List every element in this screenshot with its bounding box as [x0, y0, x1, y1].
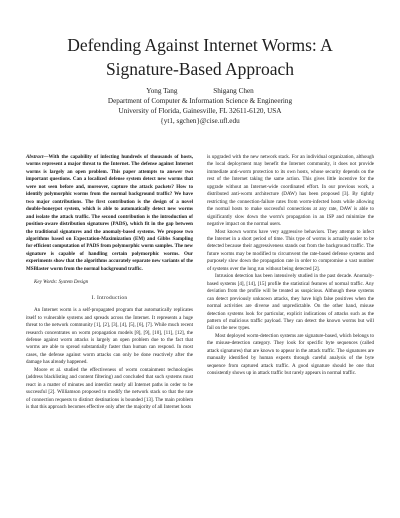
abstract-text: —With the capability of infecting hundreds of thousands of hosts, worms represent a major threat to the Internet. The defense against Internet worms is largely an open problem. This paper attempts to answer two important questions. Can a localized defense system detect new worms that were not seen before and, moreover, capture the attack packets? How to identify polymorphic worms from the normal background traffic? We have two major contributions. The first contribution is the design of a novel double-honeypot system, which is able to automatically detect new worms and isolate the attack traffic. The second contribution is the introduction of position-aware distribution signatures (PADS), which fit in the gap between the traditional signatures and the anomaly-based systems. We propose two algorithms based on Expectation-Maximization (EM) and Gibbs Sampling for efficient computation of PADS from polymorphic worm samples. The new signature is capable of handling certain polymorphic worms. Our experiments show that the algorithms accurately separate new variants of the MSBlaster worm from the normal background traffic.: [26, 154, 193, 272]
author-block: [0, 86, 400, 126]
author-email: {yt1, sgchen}@cise.ufl.edu: [160, 117, 240, 125]
author-names: [0, 86, 400, 96]
paper-title: [0, 33, 400, 81]
title-line-1: Defending Against Internet Worms: A: [67, 35, 333, 55]
paragraph: Most known worms have very aggressive behaviors. They attempt to infect the Internet in a short period of time. This type of worms is actually easier to be detected because their aggressiveness stands out from the background traffic. The future worms may be modified to circumvent the rate-based defense systems and purposely slow down the propagation rate in order to compromise a vast number of systems over the long run without being detected [2].: [207, 228, 374, 272]
affiliation-line-2: University of Florida, Gainesville, FL 32611-6120, USA: [118, 107, 282, 115]
affiliation-line-1: Department of Computer & Information Science & Engineering: [107, 97, 293, 105]
paragraph: An Internet worm is a self-propagated program that automatically replicates itself to vulnerable systems and spreads across the Internet. It represents a huge threat to the network community [1], [2], [3], [4], [5], [6], [7]. While much recent research concentrates on worm propagation models [8], [9], [10], [11], [12], the defense against worm attacks is largely an open problem due to the fact that worms are able to spread substantially faster than human can respond. In most cases, the defense against worm attacks can only be done reactively after the damage has already happened.: [26, 307, 193, 366]
section-heading: I. Introduction: [91, 294, 128, 301]
author-2: Shigang Chen: [213, 87, 254, 95]
title-line-2: Signature-Based Approach: [105, 59, 295, 79]
paragraph: Intrusion detection has been intensively studied in the past decade. Anomaly-based systems [4], [14], [15] profile the statistical features of normal traffic. Any deviation from the profile will be treated as suspicious. Although these systems can detect previously unknown attacks, they have high false positives when the normal activities are diverse and unpredictable. On the other hand, misuse detection systems look for particular, explicit indications of attacks such as the pattern of malicious traffic payload. They can detect the known worms but will fail on the new types.: [207, 273, 374, 332]
left-column: [26, 154, 193, 412]
paragraph: Most deployed worm-detection systems are signature-based, which belongs to the misuse-detection category. They look for specific byte sequences (called attack signatures) that are known to appear in the attack traffic. The signatures are manually identified by human experts through careful analysis of the byte sequence from captured attack traffic. A good signature should be one that consistently shows up in attack traffic but rarely appears in normal traffic.: [207, 332, 374, 377]
keywords: Key Words: System Design: [34, 279, 89, 286]
paragraph: Moore et al. studied the effectiveness of worm containment technologies (address blacklisting and content filtering) and concluded that such systems must react in a matter of minutes and interdict nearly all Internet paths in order to be successful [2]. Williamson proposed to modify the network stack so that the rate of connection requests to distinct destinations is bounded [13]. The main problem is that this approach becomes effective only after the majority of all Internet hosts: [26, 366, 193, 411]
abstract: [26, 154, 193, 273]
abstract-label: Abstract: [26, 154, 44, 160]
paragraph: is upgraded with the new network stack. For an individual organization, although the local deployment may benefit the Internet community, it does not provide immediate anti-worm protection to its own hosts, whose security depends on the rest of the Internet taking the same action. This gives little incentive for the upgrade without an Internet-wide coordinated effort. In our previous work, a distributed anti-worm architecture (DAW) has been proposed [3]. By tightly restricting the connection-failure rates from worm-infected hosts while allowing the normal hosts to make successful connections at any rate, DAW is able to significantly slow down the worm's propagation in an ISP and minimize the negative impact on the normal users.: [207, 154, 374, 228]
right-column: [207, 154, 374, 378]
author-1: Yong Tang: [146, 87, 178, 95]
